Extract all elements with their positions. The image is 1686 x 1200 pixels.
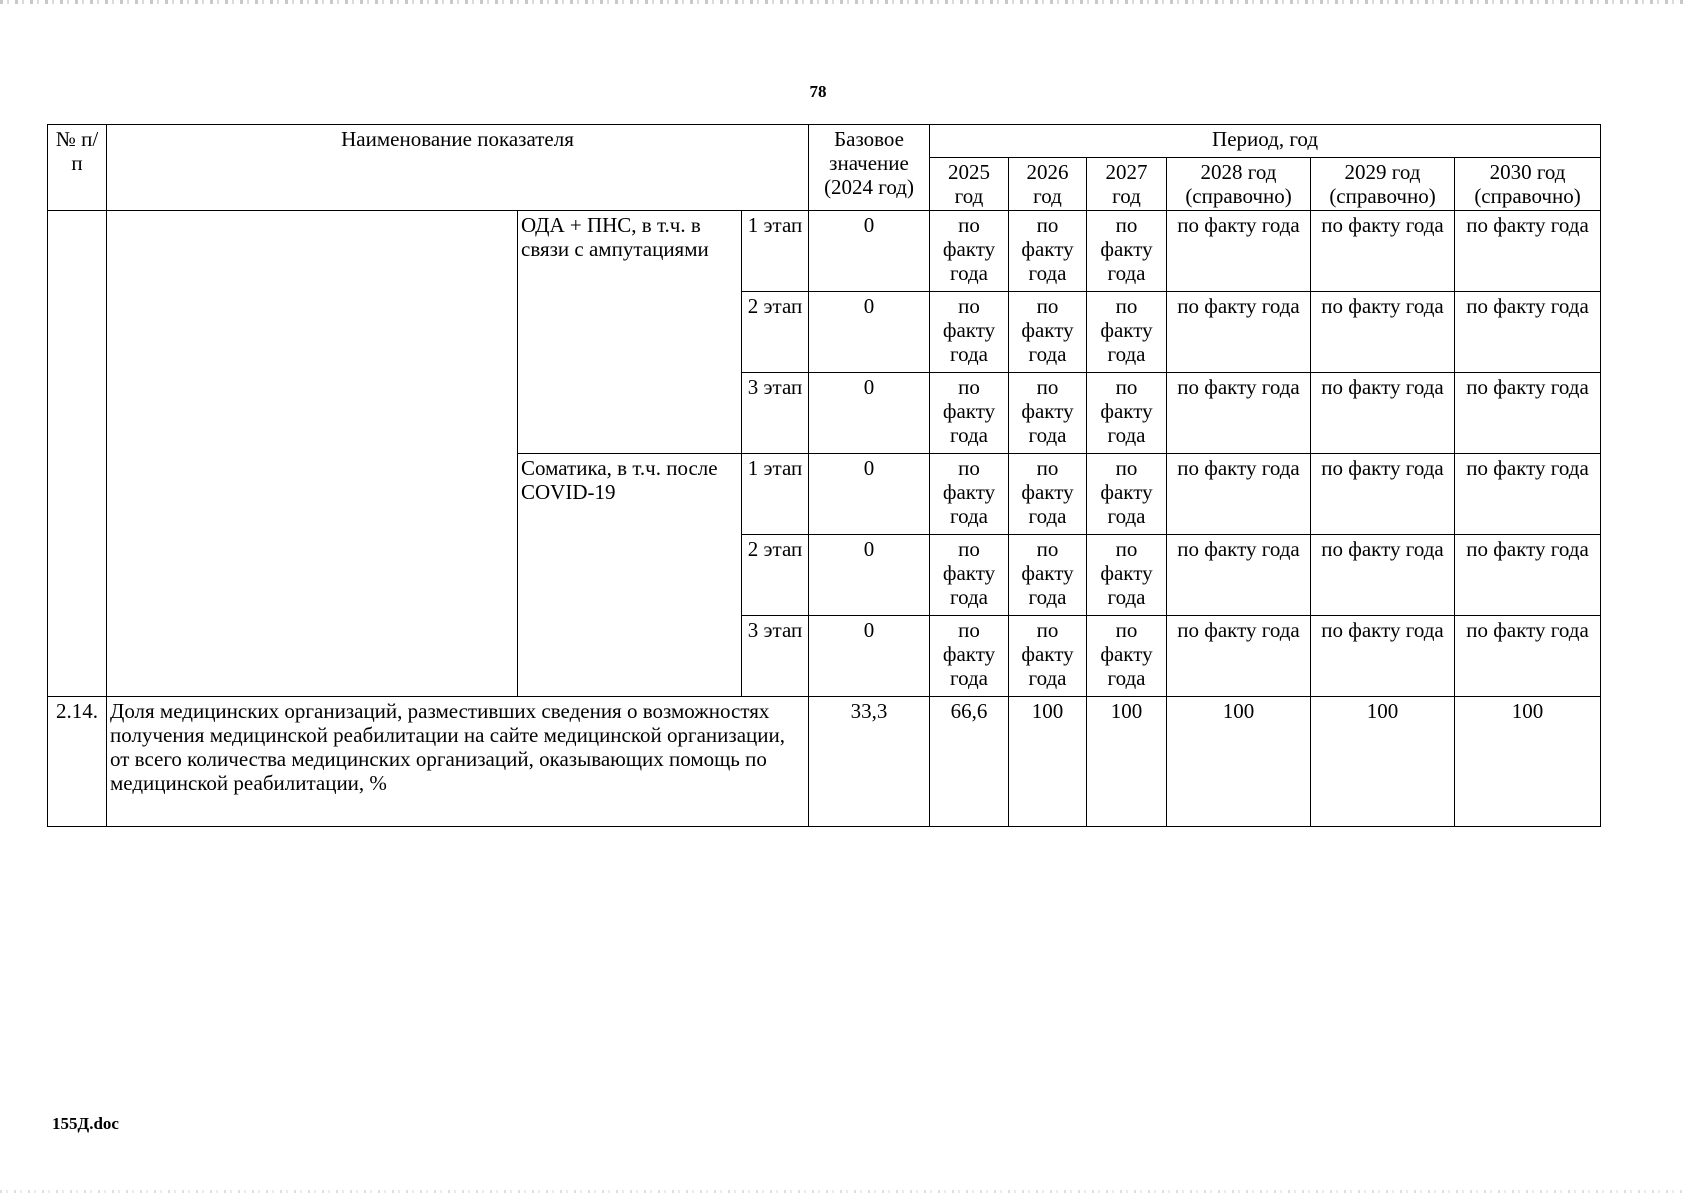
value-cell: по факту года [1009, 616, 1087, 697]
table-row [48, 211, 1601, 292]
header-base: Базовое значение (2024 год) [809, 125, 930, 211]
value-cell: по факту года [1087, 454, 1167, 535]
value-cell: по факту года [1009, 373, 1087, 454]
indicator-name: Доля медицинских организаций, разместивших сведения о возможностях получения медицинской реабилитации на сайте медицинской организации, от всего количества медицинских организаций, оказывающих помощь по медицинской реабилитации, % [107, 697, 809, 827]
header-year: 2027 год [1087, 158, 1167, 211]
value-cell: 100 [1455, 697, 1601, 827]
value-cell: по факту года [930, 454, 1009, 535]
base-value: 0 [809, 616, 930, 697]
value-cell: по факту года [1455, 373, 1601, 454]
header-name: Наименование показателя [107, 125, 809, 211]
value-cell: по факту года [1311, 535, 1455, 616]
base-value: 0 [809, 373, 930, 454]
stage-cell: 3 этап [742, 616, 809, 697]
row-number: 2.14. [48, 697, 107, 827]
value-cell: по факту года [930, 292, 1009, 373]
header-year: 2025 год [930, 158, 1009, 211]
scan-artifact-bottom [0, 1190, 1686, 1193]
value-cell: по факту года [930, 373, 1009, 454]
value-cell: по факту года [1087, 211, 1167, 292]
value-cell: по факту года [1311, 292, 1455, 373]
value-cell: по факту года [930, 535, 1009, 616]
stage-cell: 1 этап [742, 211, 809, 292]
value-cell: по факту года [1009, 454, 1087, 535]
group-label: Соматика, в т.ч. после COVID-19 [518, 454, 742, 697]
value-cell: по факту года [1455, 211, 1601, 292]
value-cell: по факту года [930, 211, 1009, 292]
value-cell: по факту года [1009, 211, 1087, 292]
value-cell: по факту года [1167, 535, 1311, 616]
name-cell-empty [107, 211, 518, 697]
header-row-1 [48, 125, 1601, 158]
value-cell: по факту года [1167, 616, 1311, 697]
value-cell: по факту года [1311, 454, 1455, 535]
group-label: ОДА + ПНС, в т.ч. в связи с ампутациями [518, 211, 742, 454]
header-num: № п/п [48, 125, 107, 211]
base-value: 0 [809, 454, 930, 535]
header-year: 2030 год (справочно) [1455, 158, 1601, 211]
stage-cell: 3 этап [742, 373, 809, 454]
value-cell: по факту года [1167, 211, 1311, 292]
indicators-table [47, 124, 1601, 827]
value-cell: 100 [1167, 697, 1311, 827]
value-cell: 100 [1311, 697, 1455, 827]
base-value: 0 [809, 292, 930, 373]
value-cell: 66,6 [930, 697, 1009, 827]
value-cell: по факту года [1087, 292, 1167, 373]
value-cell: по факту года [1087, 373, 1167, 454]
base-value: 0 [809, 535, 930, 616]
header-year: 2028 год (справочно) [1167, 158, 1311, 211]
file-name: 155Д.doc [52, 1114, 119, 1133]
num-cell-empty [48, 211, 107, 697]
value-cell: 100 [1009, 697, 1087, 827]
scan-artifact-top [0, 0, 1686, 4]
page-number: 78 [809, 82, 827, 101]
value-cell: по факту года [1311, 616, 1455, 697]
value-cell: по факту года [1311, 373, 1455, 454]
value-cell: по факту года [1167, 292, 1311, 373]
value-cell: по факту года [1455, 292, 1601, 373]
value-cell: по факту года [1167, 373, 1311, 454]
stage-cell: 2 этап [742, 292, 809, 373]
header-period: Период, год [930, 125, 1601, 158]
value-cell: по факту года [930, 616, 1009, 697]
header-year: 2026 год [1009, 158, 1087, 211]
base-value: 0 [809, 211, 930, 292]
value-cell: 100 [1087, 697, 1167, 827]
value-cell: по факту года [1167, 454, 1311, 535]
table-row [48, 697, 1601, 827]
stage-cell: 2 этап [742, 535, 809, 616]
value-cell: по факту года [1087, 616, 1167, 697]
value-cell: по факту года [1455, 535, 1601, 616]
stage-cell: 1 этап [742, 454, 809, 535]
header-year: 2029 год (справочно) [1311, 158, 1455, 211]
value-cell: по факту года [1455, 454, 1601, 535]
value-cell: по факту года [1311, 211, 1455, 292]
value-cell: по факту года [1009, 535, 1087, 616]
base-value: 33,3 [809, 697, 930, 827]
value-cell: по факту года [1009, 292, 1087, 373]
value-cell: по факту года [1455, 616, 1601, 697]
value-cell: по факту года [1087, 535, 1167, 616]
